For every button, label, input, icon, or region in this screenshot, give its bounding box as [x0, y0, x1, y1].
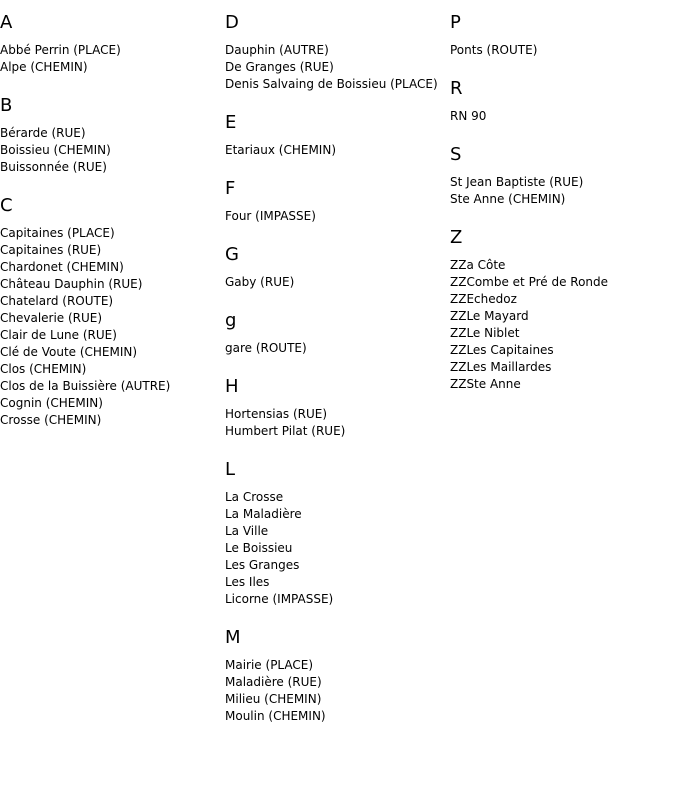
street-list: [225, 406, 445, 440]
street-link[interactable]: Les Iles: [225, 575, 270, 589]
street-link[interactable]: ZZLes Capitaines: [450, 343, 554, 357]
street-link[interactable]: ZZSte Anne: [450, 377, 521, 391]
street-list-item: [0, 293, 220, 310]
letter-heading: F: [225, 178, 236, 199]
street-list: [450, 174, 670, 208]
street-list-item: [0, 42, 220, 59]
street-list-item: [0, 125, 220, 142]
street-list-item: [0, 59, 220, 76]
street-link[interactable]: La Ville: [225, 524, 269, 538]
street-link[interactable]: Buissonnée (RUE): [0, 160, 107, 174]
letter-heading: M: [225, 627, 241, 648]
street-list-item: [225, 540, 445, 557]
street-list-item: [0, 242, 220, 259]
street-link[interactable]: St Jean Baptiste (RUE): [450, 175, 584, 189]
street-list-item: [225, 76, 445, 93]
street-link[interactable]: Etariaux (CHEMIN): [225, 143, 336, 157]
letter-group: [225, 178, 445, 225]
street-index-column-1: [0, 0, 220, 429]
street-link[interactable]: Licorne (IMPASSE): [225, 592, 334, 606]
street-list-item: [0, 344, 220, 361]
street-list-item: [225, 274, 445, 291]
street-link[interactable]: Clos (CHEMIN): [0, 362, 87, 376]
street-list-item: [450, 42, 670, 59]
street-list-item: [225, 674, 445, 691]
street-link[interactable]: Cognin (CHEMIN): [0, 396, 103, 410]
letter-heading: E: [225, 112, 237, 133]
letter-group: [450, 144, 670, 208]
street-list: [0, 42, 220, 76]
street-link[interactable]: ZZLe Mayard: [450, 309, 529, 323]
street-list-item: [225, 208, 445, 225]
street-link[interactable]: Denis Salvaing de Boissieu (PLACE): [225, 77, 438, 91]
street-list-item: [0, 361, 220, 378]
letter-heading: Z: [450, 227, 463, 248]
street-list-item: [0, 159, 220, 176]
letter-heading: A: [0, 12, 13, 33]
street-link[interactable]: Le Boissieu: [225, 541, 293, 555]
street-list-item: [0, 259, 220, 276]
street-list-item: [0, 225, 220, 242]
street-list-item: [225, 340, 445, 357]
street-list: [225, 274, 445, 291]
street-list-item: [450, 359, 670, 376]
street-link[interactable]: Château Dauphin (RUE): [0, 277, 143, 291]
street-link[interactable]: La Crosse: [225, 490, 284, 504]
street-list-item: [225, 591, 445, 608]
street-link[interactable]: ZZEchedoz: [450, 292, 517, 306]
street-list-item: [225, 557, 445, 574]
street-link[interactable]: Gaby (RUE): [225, 275, 295, 289]
letter-heading: g: [225, 310, 237, 331]
street-list-item: [0, 378, 220, 395]
letter-group: [0, 12, 220, 76]
letter-group: [225, 310, 445, 357]
street-link[interactable]: Boissieu (CHEMIN): [0, 143, 111, 157]
street-list-item: [225, 691, 445, 708]
street-link[interactable]: Ponts (ROUTE): [450, 43, 538, 57]
letter-group: [450, 12, 670, 59]
street-link[interactable]: Capitaines (RUE): [0, 243, 102, 257]
street-link[interactable]: Bérarde (RUE): [0, 126, 86, 140]
street-link[interactable]: Hortensias (RUE): [225, 407, 328, 421]
letter-heading: P: [450, 12, 461, 33]
street-link[interactable]: Clé de Voute (CHEMIN): [0, 345, 138, 359]
letter-group: [225, 112, 445, 159]
letter-group: [225, 627, 445, 725]
letter-group: [225, 12, 445, 93]
street-link[interactable]: Les Granges: [225, 558, 300, 572]
letter-group: [225, 376, 445, 440]
street-list: [450, 42, 670, 59]
street-list-item: [225, 708, 445, 725]
street-link[interactable]: Four (IMPASSE): [225, 209, 316, 223]
letter-heading: R: [450, 78, 463, 99]
street-list-item: [450, 291, 670, 308]
street-list: [225, 142, 445, 159]
letter-group: [450, 227, 670, 393]
street-list-item: [225, 489, 445, 506]
street-list-item: [0, 310, 220, 327]
street-list-item: [225, 657, 445, 674]
letter-group: [225, 244, 445, 291]
street-list-item: [450, 174, 670, 191]
street-list-item: [450, 274, 670, 291]
street-list-item: [450, 108, 670, 125]
street-list-item: [0, 327, 220, 344]
street-link[interactable]: Clos de la Buissière (AUTRE): [0, 379, 171, 393]
street-link[interactable]: Clair de Lune (RUE): [0, 328, 117, 342]
street-list: [0, 225, 220, 429]
street-list-item: [225, 506, 445, 523]
street-list-item: [0, 276, 220, 293]
letter-heading: B: [0, 95, 13, 116]
street-list-item: [450, 257, 670, 274]
street-link[interactable]: Ste Anne (CHEMIN): [450, 192, 566, 206]
street-link[interactable]: Mairie (PLACE): [225, 658, 314, 672]
street-list: [0, 125, 220, 176]
letter-heading: L: [225, 459, 236, 480]
letter-group: [0, 95, 220, 176]
street-link[interactable]: Milieu (CHEMIN): [225, 692, 322, 706]
street-list: [225, 489, 445, 608]
letter-heading: G: [225, 244, 239, 265]
street-link[interactable]: Chardonet (CHEMIN): [0, 260, 124, 274]
street-index-column-3: [450, 0, 670, 393]
street-list-item: [0, 395, 220, 412]
street-list-item: [450, 342, 670, 359]
street-list-item: [450, 325, 670, 342]
street-link[interactable]: Humbert Pilat (RUE): [225, 424, 346, 438]
letter-heading: D: [225, 12, 239, 33]
street-list: [225, 208, 445, 225]
street-list-item: [225, 59, 445, 76]
letter-heading: S: [450, 144, 462, 165]
street-link[interactable]: Maladière (RUE): [225, 675, 322, 689]
letter-group: [225, 459, 445, 608]
street-list-item: [225, 523, 445, 540]
street-list: [225, 42, 445, 93]
street-link[interactable]: Chatelard (ROUTE): [0, 294, 114, 308]
street-list-item: [225, 406, 445, 423]
street-list: [225, 340, 445, 357]
letter-heading: C: [0, 195, 13, 216]
street-link[interactable]: Dauphin (AUTRE): [225, 43, 329, 57]
street-link[interactable]: ZZa Côte: [450, 258, 506, 272]
letter-group: [450, 78, 670, 125]
street-list-item: [450, 308, 670, 325]
street-list-item: [225, 423, 445, 440]
street-link[interactable]: De Granges (RUE): [225, 60, 334, 74]
street-link[interactable]: ZZLe Niblet: [450, 326, 520, 340]
street-link[interactable]: Alpe (CHEMIN): [0, 60, 88, 74]
street-list-item: [0, 412, 220, 429]
street-link[interactable]: La Maladière: [225, 507, 302, 521]
street-link[interactable]: Crosse (CHEMIN): [0, 413, 102, 427]
street-link[interactable]: ZZCombe et Pré de Ronde: [450, 275, 609, 289]
letter-heading: H: [225, 376, 239, 397]
street-link[interactable]: Capitaines (PLACE): [0, 226, 115, 240]
street-index-column-2: [225, 0, 445, 725]
street-link[interactable]: RN 90: [450, 109, 487, 123]
street-list-item: [225, 42, 445, 59]
street-list-item: [0, 142, 220, 159]
street-list-item: [225, 574, 445, 591]
street-list-item: [450, 191, 670, 208]
street-link[interactable]: Abbé Perrin (PLACE): [0, 43, 121, 57]
street-link[interactable]: Moulin (CHEMIN): [225, 709, 326, 723]
letter-group: [0, 195, 220, 429]
street-list: [450, 108, 670, 125]
street-list-item: [225, 142, 445, 159]
street-link[interactable]: Chevalerie (RUE): [0, 311, 103, 325]
street-link[interactable]: gare (ROUTE): [225, 341, 307, 355]
street-link[interactable]: ZZLes Maillardes: [450, 360, 552, 374]
street-list: [450, 257, 670, 393]
street-list-item: [450, 376, 670, 393]
street-list: [225, 657, 445, 725]
